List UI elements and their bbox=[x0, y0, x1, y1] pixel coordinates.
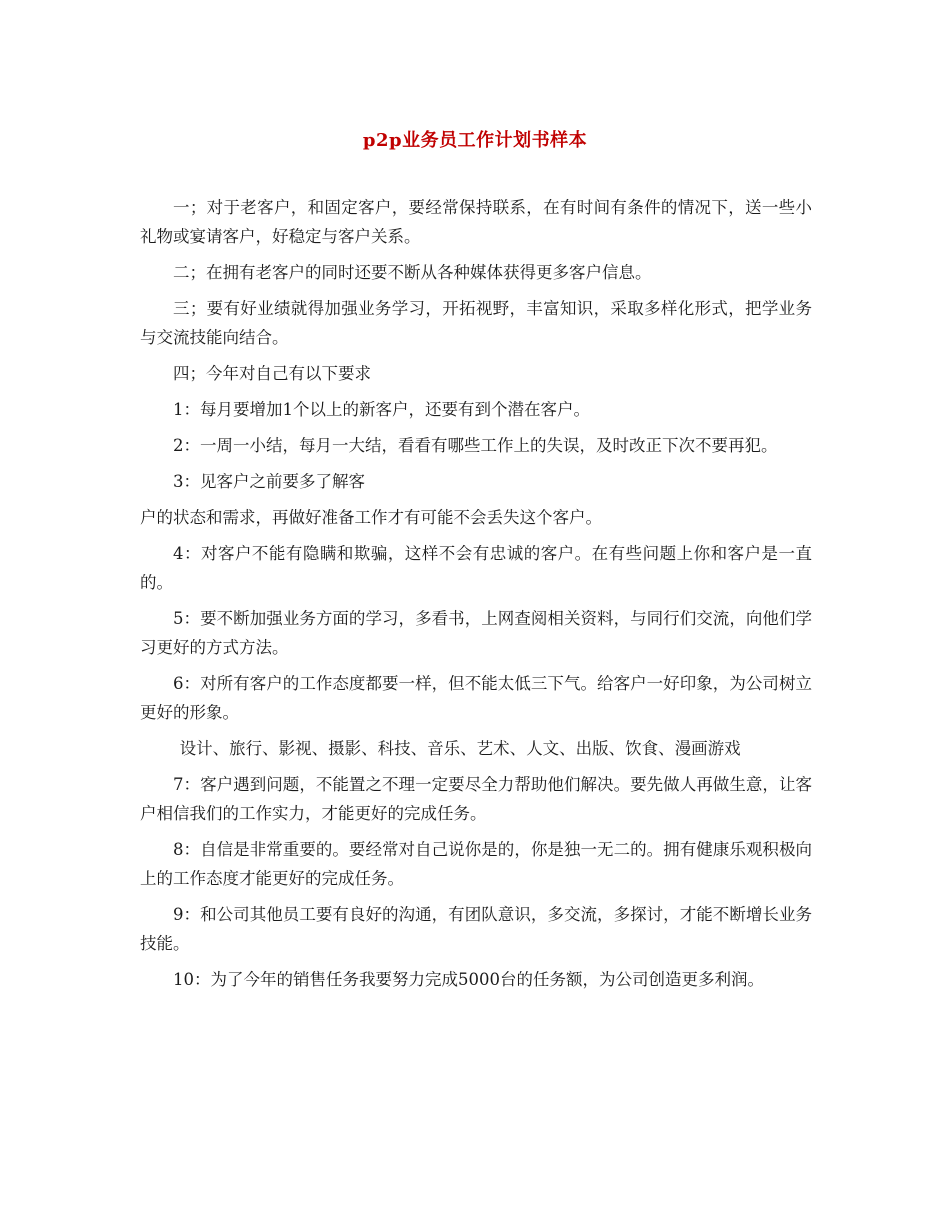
paragraph-2: 二；在拥有老客户的同时还要不断从各种媒体获得更多客户信息。 bbox=[173, 263, 652, 282]
paragraph-3: 三；要有好业绩就得加强业务学习，开拓视野，丰富知识，采取多样化形式，把学业务与交流技能向结合。 bbox=[140, 299, 812, 347]
tag-line: 设计、旅行、影视、摄影、科技、音乐、艺术、人文、出版、饮食、漫画游戏 bbox=[179, 739, 741, 758]
list-item-3: 3：见客户之前要多了解客 bbox=[173, 472, 365, 491]
list-item-3-continued: 户的状态和需求，再做好准备工作才有可能不会丢失这个客户。 bbox=[140, 508, 602, 527]
list-item-6: 6：对所有客户的工作态度都要一样，但不能太低三下气。给客户一好印象，为公司树立更好的形象。 bbox=[140, 674, 812, 722]
list-item-10: 10：为了今年的销售任务我要努力完成5000台的任务额，为公司创造更多利润。 bbox=[173, 970, 764, 989]
list-item-1: 1：每月要增加1个以上的新客户，还要有到个潜在客户。 bbox=[173, 400, 590, 419]
list-item-2: 2：一周一小结，每月一大结，看看有哪些工作上的失误，及时改正下次不要再犯。 bbox=[173, 436, 778, 455]
document-title: p2p业务员工作计划书样本 bbox=[362, 130, 588, 151]
paragraph-1: 一；对于老客户，和固定客户，要经常保持联系，在有时间有条件的情况下，送一些小礼物或宴请客户，好稳定与客户关系。 bbox=[140, 198, 812, 246]
list-item-7: 7：客户遇到问题，不能置之不理一定要尽全力帮助他们解决。要先做人再做生意，让客户相信我们的工作实力，才能更好的完成任务。 bbox=[140, 775, 812, 823]
document-body bbox=[140, 193, 812, 1001]
list-item-8: 8：自信是非常重要的。要经常对自己说你是的，你是独一无二的。拥有健康乐观积极向上的工作态度才能更好的完成任务。 bbox=[140, 840, 812, 888]
list-item-5: 5：要不断加强业务方面的学习，多看书，上网查阅相关资料，与同行们交流，向他们学习更好的方式方法。 bbox=[140, 609, 812, 657]
paragraph-4: 四；今年对自己有以下要求 bbox=[173, 364, 371, 383]
list-item-9: 9：和公司其他员工要有良好的沟通，有团队意识，多交流，多探讨，才能不断增长业务技能。 bbox=[140, 905, 812, 953]
list-item-4: 4：对客户不能有隐瞒和欺骗，这样不会有忠诚的客户。在有些问题上你和客户是一直的。 bbox=[140, 544, 812, 592]
